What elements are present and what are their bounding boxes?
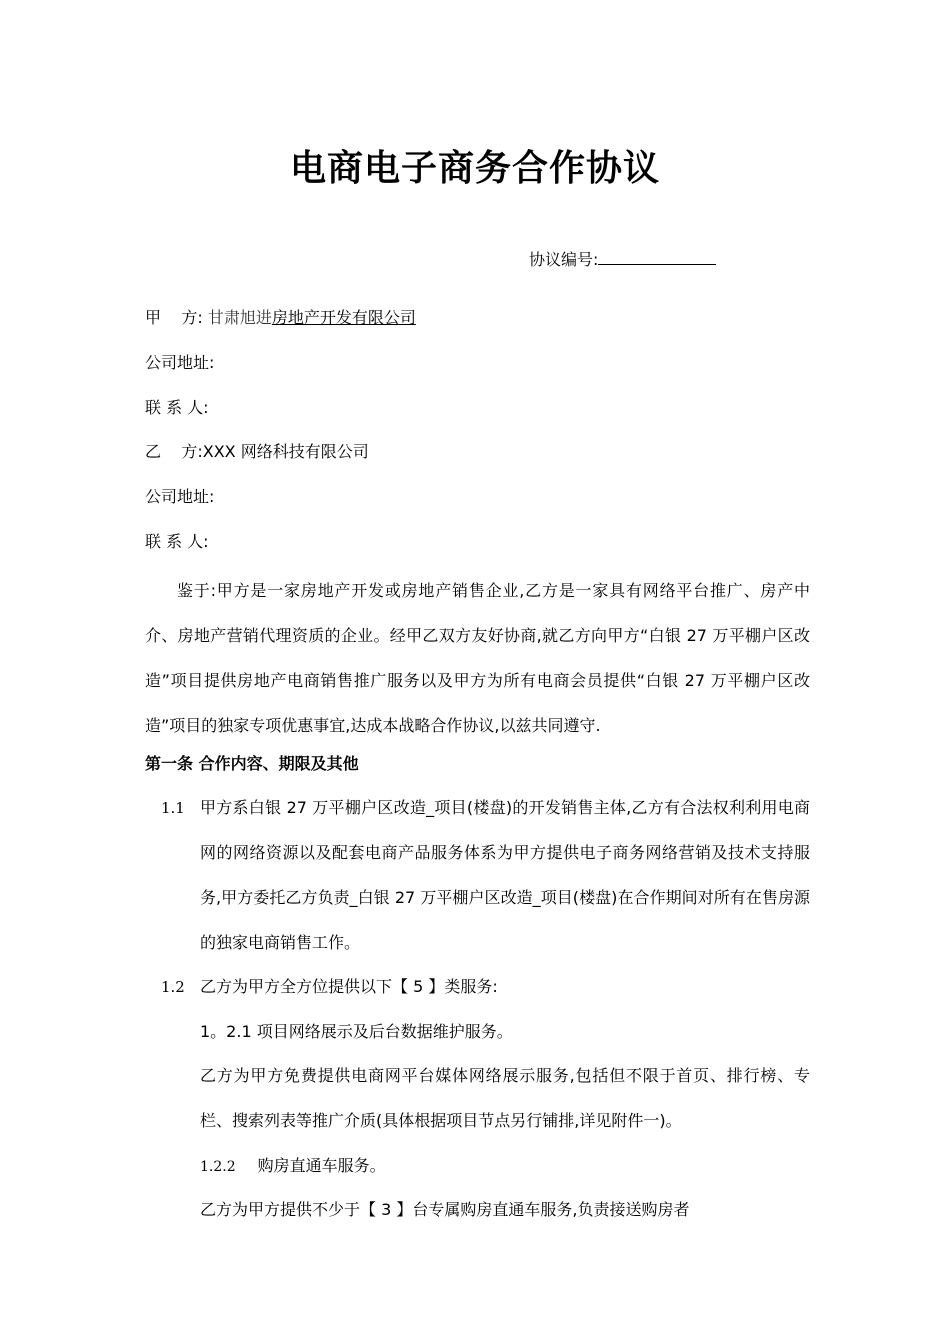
clause-1-2-1-text: 乙方为甲方免费提供电商网平台媒体网络展示服务,包括但不限于首页、排行榜、专栏、搜索列表等推广介质(具体根据项目节点另行铺排,详见附件一)。 (200, 1066, 810, 1130)
party-b-address: 公司地址: (145, 487, 215, 506)
agreement-number-label: 协议编号: (529, 250, 599, 269)
article-1-heading: 第一条 合作内容、期限及其他 (145, 754, 359, 773)
party-a-line (145, 305, 416, 328)
clause-1-2-2-line (200, 1143, 810, 1190)
party-a-address: 公司地址: (145, 353, 215, 372)
document-title: 电商电子商务合作协议 (289, 148, 660, 189)
party-b-label: 乙 方: (145, 442, 203, 461)
clause-1-2-2-text: 乙方为甲方提供不少于【 3 】台专属购房直通车服务,负责接送购房者 (200, 1200, 690, 1219)
party-a-name-part2: 房地产开发有限公司 (271, 308, 416, 327)
clause-1-2-2-number: 1.2.2 (200, 1159, 236, 1175)
clause-1-1-number: 1.1 (161, 799, 185, 817)
party-b-name: XXX 网络科技有限公司 (202, 442, 369, 461)
clause-1-1-text: 甲方系白银 27 万平棚户区改造_项目(楼盘)的开发销售主体,乙方有合法权利利用电商网的网络资源以及配套电商产品服务体系为甲方提供电子商务网络营销及技术支持服务,甲方委托乙方负责_白银 27 万平棚户区改造_项目(楼盘)在合作期间对所有在售房源的独家电商销售工作。 (200, 798, 810, 952)
agreement-number-blank (598, 250, 716, 265)
clause-1-2-number: 1.2 (161, 978, 185, 996)
party-b-contact: 联 系 人: (145, 532, 209, 551)
party-a-contact: 联 系 人: (145, 398, 209, 417)
preamble-paragraph: 鉴于:甲方是一家房地产开发或房地产销售企业,乙方是一家具有网络平台推广、房产中介、房地产营销代理资质的企业。经甲乙双方友好协商,就乙方向甲方“白银 27 万平棚户区改造”项目提供房地产电商销售推广服务以及甲方为所有电商会员提供“白银 27 万平棚户区改造”项目的独家专项优惠事宜,达成本战略合作协议,以兹共同遵守. (145, 581, 810, 735)
party-b-line (145, 439, 369, 462)
clause-1-2-text: 乙方为甲方全方位提供以下【 5 】类服务: (200, 977, 498, 996)
party-a-label: 甲 方: (145, 308, 203, 327)
clause-1-2-1-title: 1。2.1 项目网络展示及后台数据维护服务。 (200, 1022, 513, 1041)
party-a-name-part1: 甘肃旭进 (207, 308, 272, 327)
agreement-number (529, 247, 716, 270)
clause-1-2-2-title: 购房直通车服务。 (257, 1156, 386, 1175)
